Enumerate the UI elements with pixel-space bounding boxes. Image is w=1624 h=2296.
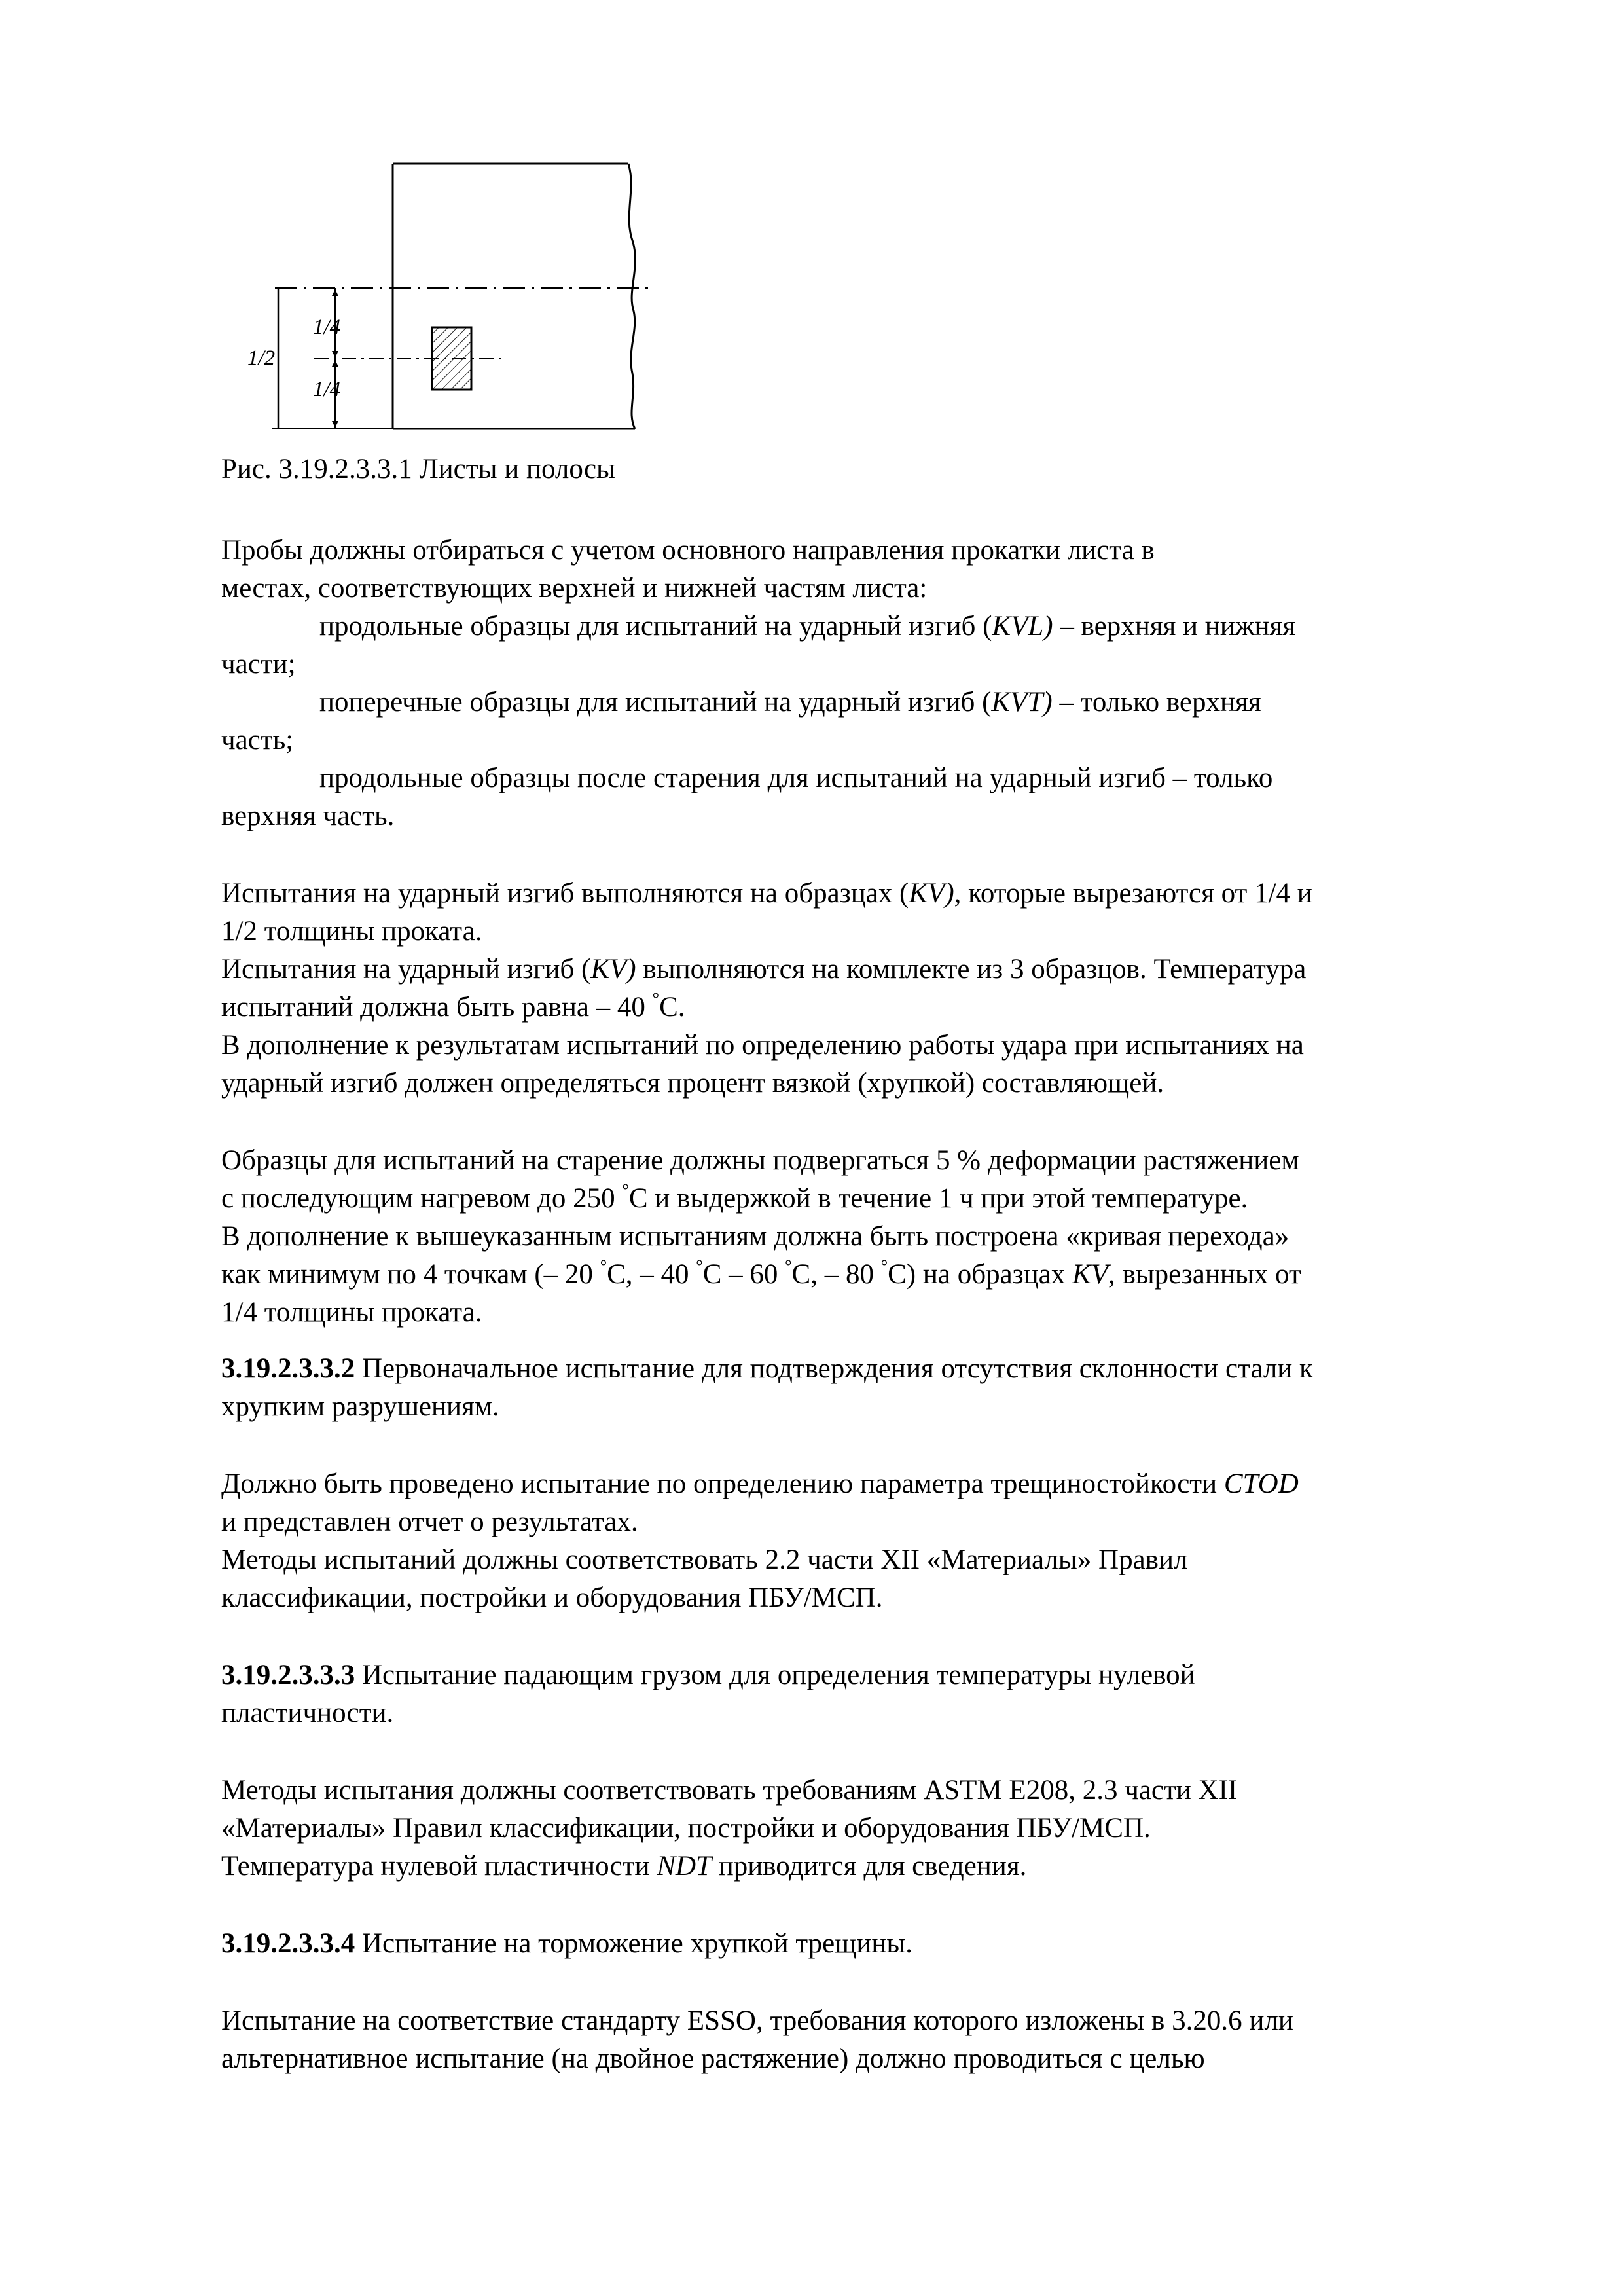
text-line: Методы испытания должны соответствовать требованиям ASTM E208, 2.3 части XII <box>221 1775 1238 1806</box>
section-number: 3.19.2.3.3.4 <box>221 1928 355 1959</box>
section-3-19-2-3-3-3 <box>221 1656 1511 1732</box>
degree-sign: ° <box>696 1256 703 1275</box>
figure-caption: Рис. 3.19.2.3.3.1 Листы и полосы <box>221 454 615 484</box>
section-number: 3.19.2.3.3.3 <box>221 1660 355 1690</box>
text-line: Пробы должны отбираться с учетом основного направления прокатки листа в <box>221 535 1155 566</box>
specimen-rectangle <box>432 327 471 390</box>
paragraph-drop-weight <box>221 1772 1511 1886</box>
paragraph-ageing <box>221 1142 1511 1332</box>
section-3-19-2-3-3-4 <box>221 1925 1511 1963</box>
text-line: поперечные образцы для испытаний на ударный изгиб (KVT) – только верхняя <box>319 687 1261 718</box>
text-line: Должно быть проведено испытание по определению параметра трещиностойкости CTOD <box>221 1468 1299 1499</box>
text-line: Испытания на ударный изгиб выполняются на образцах (KV), которые вырезаются от 1/4 и <box>221 878 1312 909</box>
arrow-mid-down-icon <box>332 351 338 357</box>
label-quarter-top: 1/4 <box>313 316 341 339</box>
symbol-kv: KV) <box>909 878 954 909</box>
text-line: Испытание на соответствие стандарту ESSO, требования которого изложены в 3.20.6 или <box>221 2005 1293 2036</box>
text-line: Методы испытаний должны соответствовать 2.2 части XII «Материалы» Правил <box>221 1544 1188 1575</box>
text-line: верхняя часть. <box>221 801 395 831</box>
text-line: часть; <box>221 725 294 756</box>
degree-sign: ° <box>785 1256 792 1275</box>
arrow-top-icon <box>332 289 338 296</box>
text-line: продольные образцы для испытаний на ударный изгиб (KVL) – верхняя и нижняя <box>319 611 1296 642</box>
text-line: как минимум по 4 точкам (– 20 °С, – 40 °С – 60 °С, – 80 °С) на образцах KV, вырезанных от <box>221 1256 1301 1290</box>
text-line: Испытания на ударный изгиб (KV) выполняются на комплекте из 3 образцов. Температура <box>221 954 1307 985</box>
text-line: ударный изгиб должен определяться процент вязкой (хрупкой) составляющей. <box>221 1068 1164 1099</box>
text-line: В дополнение к результатам испытаний по определению работы удара при испытаниях на <box>221 1030 1304 1061</box>
paragraph-impact-tests <box>221 875 1511 1102</box>
text-line: В дополнение к вышеуказанным испытаниям должна быть построена «кривая перехода» <box>221 1221 1290 1252</box>
symbol-kv: KV <box>1072 1259 1108 1290</box>
symbol-ctod: CTOD <box>1223 1468 1299 1499</box>
text-line: классификации, постройки и оборудования ПБУ/МСП. <box>221 1582 883 1613</box>
section-heading: 3.19.2.3.3.3 Испытание падающим грузом для определения температуры нулевой <box>221 1660 1195 1690</box>
plate-sampling-figure <box>236 151 668 445</box>
degree-sign: ° <box>622 1180 629 1199</box>
arrow-mid-up-icon <box>332 360 338 367</box>
text-line: с последующим нагревом до 250 °С и выдержкой в течение 1 ч при этой температуре. <box>221 1180 1248 1214</box>
symbol-ndt: NDT <box>657 1851 712 1882</box>
text-line: хрупким разрушениям. <box>221 1391 499 1422</box>
text-line: альтернативное испытание (на двойное растяжение) должно проводиться с целью <box>221 2043 1205 2074</box>
label-quarter-bottom: 1/4 <box>313 378 341 401</box>
paragraph-sampling <box>221 532 1511 835</box>
text-line: Температура нулевой пластичности NDT приводится для сведения. <box>221 1851 1027 1882</box>
label-half: 1/2 <box>247 346 276 370</box>
symbol-kvl: KVL) <box>992 611 1053 642</box>
degree-sign: ° <box>880 1256 888 1275</box>
degree-sign: ° <box>600 1256 607 1275</box>
arrow-bottom-icon <box>332 421 338 428</box>
text-line: испытаний должна быть равна – 40 °С. <box>221 989 685 1023</box>
text-line: Образцы для испытаний на старение должны подвергаться 5 % деформации растяжением <box>221 1145 1299 1176</box>
text-line: «Материалы» Правил классификации, постройки и оборудования ПБУ/МСП. <box>221 1813 1151 1844</box>
symbol-kv: KV) <box>590 954 636 985</box>
text-line: местах, соответствующих верхней и нижней частям листа: <box>221 573 928 604</box>
symbol-kvt: KVT) <box>991 687 1053 718</box>
section-heading: 3.19.2.3.3.2 Первоначальное испытание для подтверждения отсутствия склонности стали к <box>221 1353 1313 1384</box>
text-line: продольные образцы после старения для испытаний на ударный изгиб – только <box>319 763 1273 793</box>
paragraph-ctod <box>221 1465 1511 1617</box>
text-line: пластичности. <box>221 1698 394 1728</box>
text-line: 1/2 толщины проката. <box>221 916 482 947</box>
paragraph-esso <box>221 2002 1511 2078</box>
break-line <box>628 164 635 429</box>
section-3-19-2-3-3-2 <box>221 1350 1511 1426</box>
text-line: 1/4 толщины проката. <box>221 1297 482 1328</box>
text-line: части; <box>221 649 296 680</box>
section-heading: 3.19.2.3.3.4 Испытание на торможение хрупкой трещины. <box>221 1928 913 1959</box>
degree-sign: ° <box>652 989 660 1008</box>
text-line: и представлен отчет о результатах. <box>221 1506 638 1537</box>
section-number: 3.19.2.3.3.2 <box>221 1353 355 1384</box>
plate-sketch <box>236 151 668 445</box>
